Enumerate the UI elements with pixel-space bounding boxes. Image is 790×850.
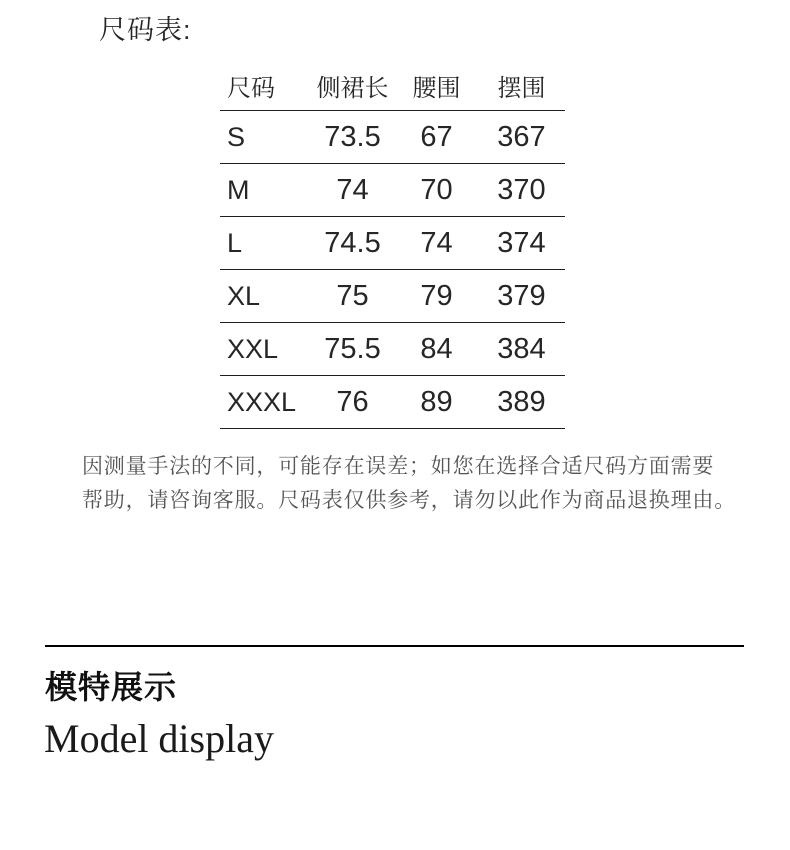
table-row [220,217,565,270]
measurement-cell: 374 [478,217,565,270]
table-row [220,376,565,429]
size-table [220,60,565,429]
size-chart-title: 尺码表: [99,15,192,45]
table-row [220,270,565,323]
column-header-waist: 腰围 [395,60,478,111]
measurement-cell: 84 [395,323,478,376]
size-cell: L [220,217,310,270]
table-row [220,111,565,164]
disclaimer-line: 帮助，请咨询客服。尺码表仅供参考，请勿以此作为商品退换理由。 [82,489,736,512]
measurement-cell: 67 [395,111,478,164]
measurement-cell: 379 [478,270,565,323]
table-row [220,323,565,376]
size-cell: S [220,111,310,164]
measurement-cell: 384 [478,323,565,376]
measurement-cell: 79 [395,270,478,323]
measurement-cell: 89 [395,376,478,429]
size-table-body [220,111,565,429]
measurement-cell: 74 [395,217,478,270]
model-display-heading-en: Model display [44,716,274,761]
measurement-cell: 75 [310,270,395,323]
measurement-cell: 76 [310,376,395,429]
measurement-cell: 70 [395,164,478,217]
measurement-cell: 73.5 [310,111,395,164]
table-row [220,164,565,217]
size-table-header [220,60,565,111]
size-cell: XXL [220,323,310,376]
size-cell: XXXL [220,376,310,429]
column-header-hem: 摆围 [478,60,565,111]
disclaimer-line: 因测量手法的不同，可能存在误差；如您在选择合适尺码方面需要 [82,455,715,478]
size-disclaimer [82,450,742,518]
measurement-cell: 370 [478,164,565,217]
measurement-cell: 389 [478,376,565,429]
model-display-heading-zh: 模特展示 [45,669,178,705]
measurement-cell: 74 [310,164,395,217]
column-header-side-skirt-length: 侧裙长 [310,60,395,111]
size-cell: M [220,164,310,217]
measurement-cell: 367 [478,111,565,164]
table-header-row [220,60,565,111]
column-header-size: 尺码 [220,60,310,111]
measurement-cell: 74.5 [310,217,395,270]
section-divider [45,645,744,647]
size-cell: XL [220,270,310,323]
measurement-cell: 75.5 [310,323,395,376]
